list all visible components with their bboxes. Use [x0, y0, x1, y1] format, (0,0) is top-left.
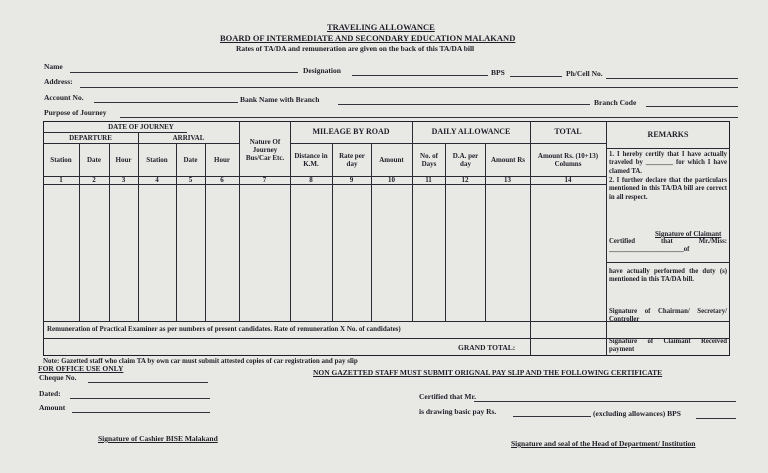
- departure-date-header: Date: [87, 155, 101, 164]
- basic-pay-label: is drawing basic pay Rs.: [419, 407, 497, 416]
- performed-duty-text: have actually performed the duty (s) mentioned in this TA/DA bill.: [609, 268, 727, 284]
- account-field[interactable]: [94, 102, 238, 103]
- account-label: Account No.: [44, 93, 84, 102]
- departure-station-header: Station: [50, 155, 72, 164]
- arrival-hour-header: Hour: [214, 155, 230, 164]
- certified-mr-miss: Certified that Mr./Miss: ______________________of: [609, 238, 727, 254]
- designation-label: Designation: [303, 66, 341, 75]
- certified-mr-label: Certified that Mr.: [419, 392, 476, 401]
- basic-pay-field[interactable]: [513, 416, 591, 417]
- address-field[interactable]: [80, 87, 738, 88]
- dated-label: Dated:: [39, 389, 61, 398]
- bps-footer-field[interactable]: [696, 418, 736, 419]
- certified-mr-field[interactable]: [474, 401, 736, 402]
- designation-field[interactable]: [352, 75, 488, 76]
- remuneration-row: Remuneration of Practical Examiner as per numbers of present candidates. Rate of remuneration X No. of candidates): [47, 325, 401, 333]
- dated-field[interactable]: [70, 398, 210, 399]
- mileage-header: MILEAGE BY ROAD: [312, 127, 390, 136]
- cheque-field[interactable]: [88, 382, 208, 383]
- purpose-field[interactable]: [120, 117, 738, 118]
- da-per-day-header: D.A. per day: [452, 151, 479, 168]
- amount-field[interactable]: [72, 412, 210, 413]
- board-name: BOARD OF INTERMEDIATE AND SECONDARY EDUCATION MALAKAND: [220, 33, 516, 43]
- departure-header: DEPARTURE: [69, 133, 112, 142]
- cashier-signature: Signature of Cashier BISE Malakand: [98, 434, 218, 443]
- name-field[interactable]: [70, 72, 298, 73]
- amount-rs-header: Amount Rs: [490, 155, 526, 164]
- phone-label: Ph/Cell No.: [566, 69, 603, 78]
- grand-total-label: GRAND TOTAL:: [458, 343, 516, 352]
- nature-of-journey-header: Nature Of Journey Bus/Car Etc.: [245, 138, 285, 162]
- phone-field[interactable]: [606, 78, 738, 79]
- col-number: 1: [59, 176, 63, 184]
- address-label: Address:: [44, 77, 73, 86]
- form-title: TRAVELING ALLOWANCE: [327, 22, 435, 32]
- arrival-date-header: Date: [183, 155, 198, 164]
- amount-header: Amount: [379, 155, 404, 164]
- col-number: 14: [564, 176, 572, 184]
- distance-header: Distance in K.M.: [294, 151, 328, 168]
- gazetted-note: Note: Gazetted staff who claim TA by own car must submit attested copies of car registration and pay slip: [43, 357, 358, 365]
- name-label: Name: [44, 62, 63, 71]
- days-header: No. of Days: [420, 151, 438, 168]
- col-number: 10: [388, 176, 395, 184]
- signature-of-claimant: Signature of Claimant: [655, 230, 722, 238]
- arrival-station-header: Station: [146, 155, 168, 164]
- head-signature: Signature and seal of the Head of Department/ Institution: [511, 439, 696, 448]
- col-number: 7: [262, 176, 267, 184]
- bps-label: BPS: [491, 68, 505, 77]
- form-subtitle: Rates of TA/DA and remuneration are given on the back of this TA/DA bill: [236, 44, 475, 53]
- col-number: 5: [188, 176, 193, 184]
- excluding-label: (excluding allowances) BPS: [593, 409, 681, 418]
- arrival-header: ARRIVAL: [172, 133, 205, 142]
- total-header: TOTAL: [554, 127, 582, 136]
- bank-label: Bank Name with Branch: [240, 95, 320, 104]
- rate-header: Rate per day: [339, 151, 365, 168]
- purpose-label: Purpose of Journey: [44, 108, 107, 117]
- daily-allowance-header: DAILY ALLOWANCE: [431, 127, 511, 136]
- col-number: 11: [425, 176, 432, 184]
- branch-code-label: Branch Code: [594, 98, 637, 107]
- bank-field[interactable]: [338, 104, 590, 105]
- col-number: 4: [155, 176, 159, 184]
- total-amount-header: Amount Rs. (10+13) Columns: [537, 151, 599, 168]
- col-number: 6: [220, 176, 224, 184]
- office-use-heading: FOR OFFICE USE ONLY: [38, 364, 124, 373]
- col-number: 12: [461, 176, 469, 184]
- col-number: 2: [92, 176, 96, 184]
- col-number: 9: [349, 176, 354, 184]
- branch-code-field[interactable]: [646, 106, 738, 107]
- cheque-label: Cheque No.: [39, 373, 77, 382]
- remarks-header: REMARKS: [647, 129, 689, 139]
- col-number: 3: [121, 176, 126, 184]
- bps-field[interactable]: [510, 76, 562, 77]
- signature-claimant-received: Signature of Claimant Received payment: [609, 338, 727, 354]
- remarks-certificate-1: 1. I hereby certify that I have actually traveled by ________ for which I have clamed TA.: [609, 151, 727, 175]
- col-number: 13: [504, 176, 511, 184]
- amount-label: Amount: [39, 403, 66, 412]
- col-number: 8: [309, 176, 313, 184]
- remarks-certificate-2: 2. I further declare that the particulars mentioned in this TA/DA bill are correct in all respect.: [609, 177, 727, 201]
- signature-chairman: Signature of Chairman/ Secretary/ Controller: [609, 308, 727, 324]
- non-gazetted-heading: NON GAZETTED STAFF MUST SUBMIT ORIGNAL PAY SLIP AND THE FOLLOWING CERTIFICATE: [313, 368, 663, 377]
- date-of-journey-header: DATE OF JOURNEY: [108, 122, 174, 131]
- departure-hour-header: Hour: [115, 155, 132, 164]
